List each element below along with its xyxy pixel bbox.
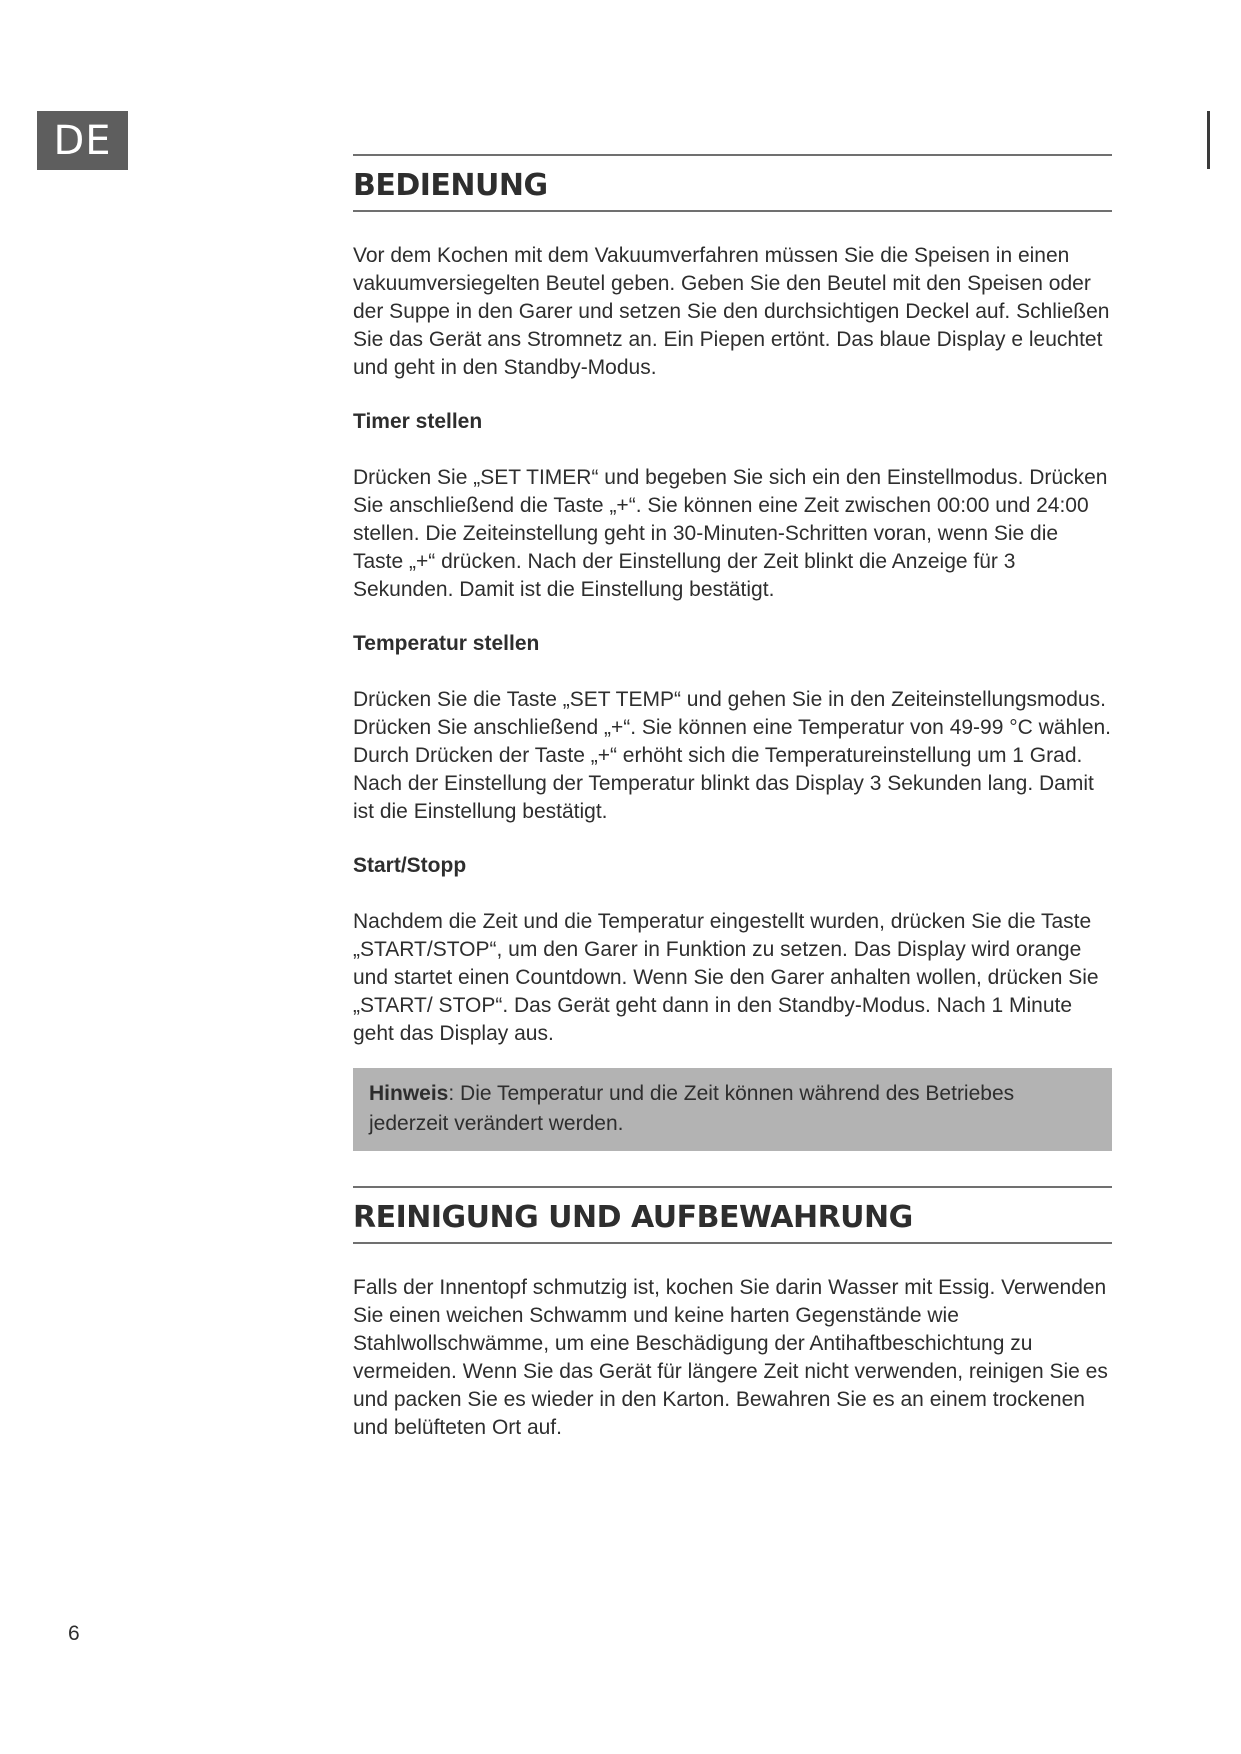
- section-title-reinigung: REINIGUNG UND AUFBEWAHRUNG: [353, 1186, 1112, 1244]
- note-text: : Die Temperatur und die Zeit können während des Betriebes jederzeit verändert werden.: [369, 1082, 1015, 1135]
- timer-heading: Timer stellen: [353, 410, 483, 433]
- cleaning-paragraph: Falls der Innentopf schmutzig ist, kochen Sie darin Wasser mit Essig. Verwenden Sie einen weichen Schwamm und keine harten Gegenstände wie Stahlwollschwämme, um eine Beschädigung der Antihaftbeschichtung zu vermeiden. Wenn Sie das Gerät für längere Zeit nicht verwenden, reinigen Sie es und packen Sie es wieder in den Karton. Bewahren Sie es an einem trockenen und belüfteten Ort auf.: [353, 1276, 1108, 1439]
- page-number: 6: [68, 1622, 80, 1645]
- language-tag: DE: [37, 111, 128, 170]
- intro-paragraph: Vor dem Kochen mit dem Vakuumverfahren müssen Sie die Speisen in einen vakuumversiegelten Beutel geben. Geben Sie den Beutel mit den Speisen oder der Suppe in den Garer und setzen Sie den durchsichtigen Deckel auf. Schließen Sie das Gerät ans Stromnetz an. Ein Piepen ertönt. Das blaue Display e leuchtet und geht in den Standby-Modus.: [353, 244, 1110, 379]
- main-content: [353, 154, 1112, 1442]
- startstop-heading: Start/Stopp: [353, 854, 467, 877]
- note-box: [353, 1068, 1112, 1151]
- temperature-paragraph: Drücken Sie die Taste „SET TEMP“ und gehen Sie in den Zeiteinstellungsmodus. Drücken Sie anschließend „+“. Sie können eine Temperatur von 49-99 °C wählen. Durch Drücken der Taste „+“ erhöht sich die Temperatureinstellung um 1 Grad. Nach der Einstellung der Temperatur blinkt das Display 3 Sekunden lang. Damit ist die Einstellung bestätigt.: [353, 688, 1112, 823]
- section-title-bedienung: BEDIENUNG: [353, 154, 1112, 212]
- timer-paragraph: Drücken Sie „SET TIMER“ und begeben Sie sich ein den Einstellmodus. Drücken Sie anschließend die Taste „+“. Sie können eine Zeit zwischen 00:00 und 24:00 stellen. Die Zeiteinstellung geht in 30-Minuten-Schritten voran, wenn Sie die Taste „+“ drücken. Nach der Einstellung der Zeit blinkt die Anzeige für 3 Sekunden. Damit ist die Einstellung bestätigt.: [353, 466, 1108, 601]
- startstop-paragraph: Nachdem die Zeit und die Temperatur eingestellt wurden, drücken Sie die Taste „START/STOP“, um den Garer in Funktion zu setzen. Das Display wird orange und startet einen Countdown. Wenn Sie den Garer anhalten wollen, drücken Sie „START/ STOP“. Das Gerät geht dann in den Standby-Modus. Nach 1 Minute geht das Display aus.: [353, 910, 1099, 1045]
- page-edge-marker: [1207, 111, 1210, 169]
- note-label: Hinweis: [369, 1082, 449, 1105]
- temperature-heading: Temperatur stellen: [353, 632, 540, 655]
